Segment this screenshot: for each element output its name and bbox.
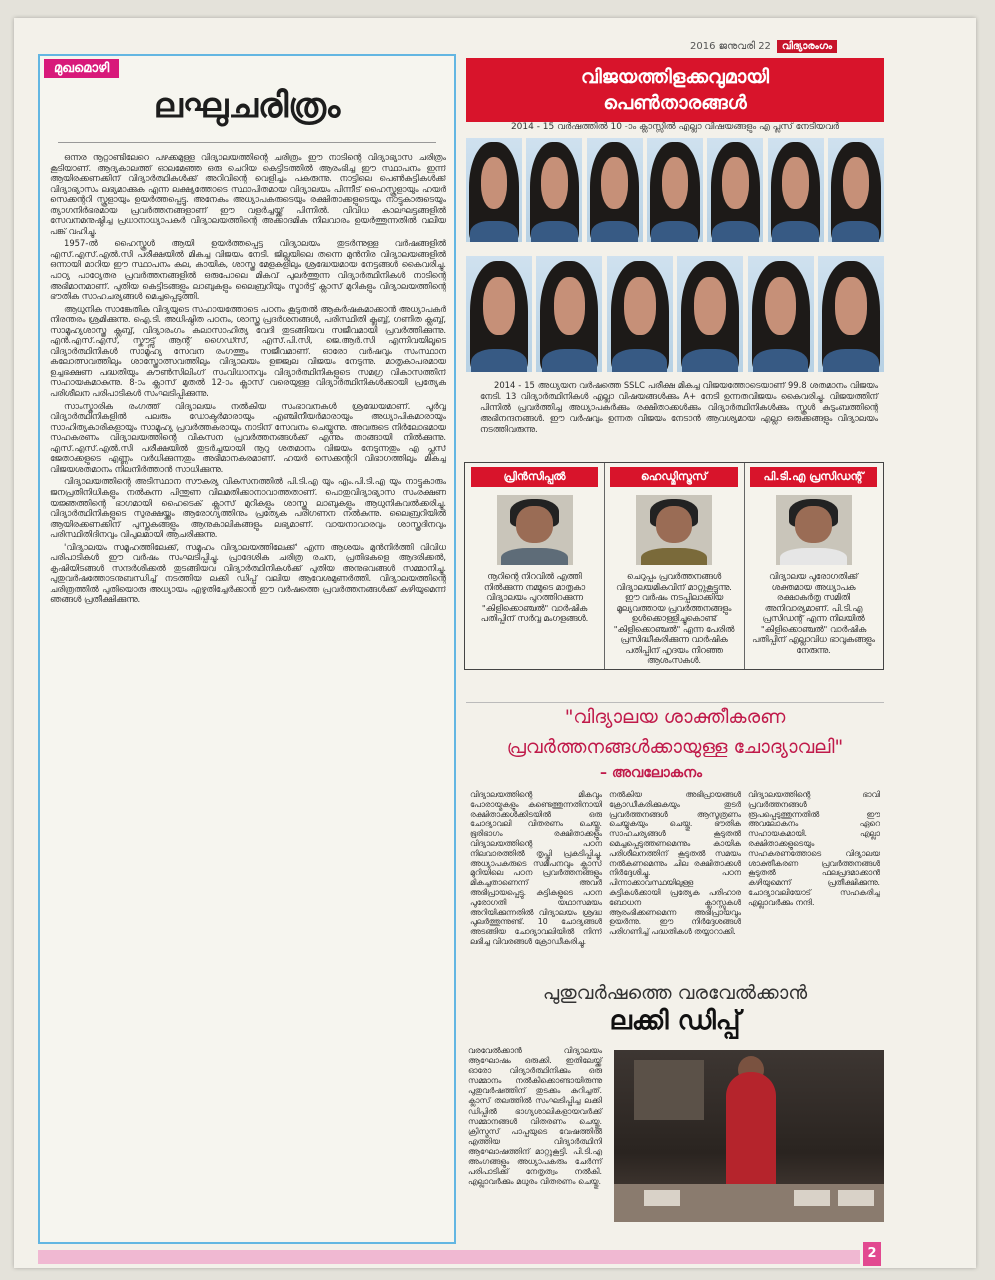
- student-photo: [818, 256, 884, 372]
- student-photo: [607, 256, 673, 372]
- achievers-banner: [466, 58, 884, 122]
- questionnaire-heading: [466, 702, 884, 762]
- student-photo: [536, 256, 602, 372]
- photo-row-1: [466, 138, 884, 242]
- banner-line-1: വിജയത്തിളക്കവുമായി: [580, 66, 770, 88]
- questionnaire-columns: [470, 790, 880, 968]
- headmistress-card: [604, 463, 745, 669]
- staff-role: പി.ടി.എ പ്രസിഡന്റ്: [750, 467, 877, 487]
- editorial-body: [50, 152, 446, 1234]
- editorial-paragraph: ആധുനിക സാങ്കേതിക വിദ്യയുടെ സഹായത്തോടെ പഠനം കൂടുതൽ ആകർഷകമാക്കാൻ അധ്യാപകർ നിരന്തരം ശ്രമിക്കുന്നു. ഐ.ടി. അധിഷ്ഠിത പഠനം, ശാസ്ത്ര പ്രദർശനങ്ങൾ, പരിസ്ഥിതി ക്ലബ്ബ്, ഗണിത ക്ലബ്ബ്, സാമൂഹ്യശാസ്ത്ര ക്ലബ്ബ്, വിദ്യാരംഗം കലാസാഹിത്യ വേദി തുടങ്ങിയവ സജീവമായി പ്രവർത്തിക്കുന്നു. എൻ.എസ്.എസ്, സ്കൗട്ട്സ് ആന്റ് ഗൈഡ്സ്, എസ്.പി.സി, ജെ.ആർ.സി എന്നിവയിലൂടെ വിദ്യാർത്ഥിനികൾ സാമൂഹ്യ സേവന രംഗത്തും സജീവമാണ്. ഓരോ വർഷവും സംസ്ഥാന കലോത്സവത്തിലും ശാസ്ത്രോത്സവത്തിലും വിദ്യാലയം ഉജ്ജ്വല വിജയം നേടുന്നു. മാതൃകാപരമായ ഉച്ചഭക്ഷണ പദ്ധതിയും കൗൺസിലിംഗ് സംവിധാനവും വിദ്യാർത്ഥിനികളുടെ സമഗ്ര വികാസത്തിന് സഹായകമാകുന്നു. 8-ാം ക്ലാസ് മുതൽ 12-ാം ക്ലാസ് വരെയുള്ള വിദ്യാർത്ഥിനികൾക്കായി പ്രത്യേക പരിശീലന പരിപാടികൾ സംഘടിപ്പിക്കുന്നു.: [50, 303, 446, 399]
- editorial-paragraph: സാംസ്കാരിക രംഗത്ത് വിദ്യാലയം നൽകിയ സംഭാവനകൾ ശ്രദ്ധേയമാണ്. പൂർവ്വ വിദ്യാർത്ഥിനികളിൽ പലരും ഡോക്ടർമാരായും എഞ്ചിനീയർമാരായും അധ്യാപികമാരായും സാഹിത്യകാരികളായും സാമൂഹ്യ പ്രവർത്തകരായും നാടിന് സേവനം ചെയ്യുന്നു. അവരുടെ നിർലോഭമായ സഹകരണം വിദ്യാലയത്തിന്റെ വികസന പ്രവർത്തനങ്ങൾക്ക് എന്നും താങ്ങായി നിൽക്കുന്നു. എസ്.എസ്.എൽ.സി പരീക്ഷയിൽ തുടർച്ചയായി നൂറു ശതമാനം വിജയം നേടുന്നതും എ പ്ലസ് ജേതാക്കളുടെ എണ്ണം വർധിക്കുന്നതും അഭിമാനകരമാണ്. ഹയർ സെക്കന്ററി വിഭാഗത്തിലും മികച്ച വിജയശതമാനം നിലനിർത്താൻ സാധിക്കുന്നു.: [50, 400, 446, 474]
- publication-name: വിദ്യാരംഗം: [777, 40, 837, 53]
- page-number: 2: [863, 1242, 881, 1266]
- editorial-paragraph: ഒന്നര നൂറ്റാണ്ടിലേറെ പഴക്കമുള്ള വിദ്യാലയത്തിന്റെ ചരിത്രം ഈ നാടിന്റെ വിദ്യാഭ്യാസ ചരിത്രം കൂടിയാണ്. ആദ്യകാലത്ത് ഓലമേഞ്ഞ ഒരു ചെറിയ കെട്ടിടത്തിൽ ആരംഭിച്ച ഈ സ്ഥാപനം ഇന്ന് ആയിരക്കണക്കിന് വിദ്യാർത്ഥികൾക്ക് അറിവിന്റെ വെളിച്ചം പകരുന്നു. നാട്ടിലെ പെൺകുട്ടികൾക്ക് വിദ്യാഭ്യാസം ലഭ്യമാക്കുക എന്ന ലക്ഷ്യത്തോടെ സ്ഥാപിതമായ വിദ്യാലയം പിന്നീട് ഹൈസ്കൂളായും ഹയർ സെക്കന്ററി സ്കൂളായും ഉയർത്തപ്പെട്ടു. അനേകം അധ്യാപകരുടെയും രക്ഷിതാക്കളുടെയും നാട്ടുകാരുടെയും ത്യാഗനിർഭരമായ പ്രവർത്തനങ്ങളാണ് ഈ വളർച്ചയ്ക്ക് പിന്നിൽ. വിവിധ കാലഘട്ടങ്ങളിൽ സേവനമനുഷ്ഠിച്ച പ്രധാനാധ്യാപകർ വിദ്യാലയത്തിന്റെ അക്കാദമിക നിലവാരം ഉയർത്തുന്നതിൽ വലിയ പങ്ക് വഹിച്ചു.: [50, 152, 446, 236]
- questionnaire-title-line-1: "വിദ്യാലയ ശാക്തീകരണ: [564, 706, 786, 728]
- headmistress-photo: [636, 495, 712, 565]
- editorial-paragraph: 1957-ൽ ഹൈസ്കൂൾ ആയി ഉയർത്തപ്പെട്ട വിദ്യാലയം തുടർന്നുള്ള വർഷങ്ങളിൽ എസ്.എസ്.എൽ.സി പരീക്ഷയിൽ മികച്ച വിജയം നേടി. ജില്ലയിലെ തന്നെ മുൻനിര വിദ്യാലയങ്ങളിൽ ഒന്നായി മാറിയ ഈ സ്ഥാപനം കല, കായിക, ശാസ്ത്ര മേളകളിലും ശ്രദ്ധേയമായ നേട്ടങ്ങൾ കൈവരിച്ചു. പാഠ്യ പാഠ്യേതര പ്രവർത്തനങ്ങളിൽ ഒരുപോലെ മികവ് പുലർത്തുന്ന വിദ്യാർത്ഥിനികൾ നാടിന്റെ അഭിമാനമാണ്. പുതിയ കെട്ടിടങ്ങളും ലാബുകളും ലൈബ്രറിയും സ്മാർട്ട് ക്ലാസ് മുറികളും വിദ്യാലയത്തിന്റെ ഭൗതിക സാഹചര്യങ്ങൾ മെച്ചപ്പെടുത്തി.: [50, 238, 446, 302]
- staff-message: ചെറുപ്പം പ്രവർത്തനങ്ങൾ വിദ്യാലയമികവിന് മാറ്റുകൂട്ടുന്നു. ഈ വർഷം നടപ്പിലാക്കിയ മൂല്യവത്തായ പ്രവർത്തനങ്ങളും ഉൾക്കൊള്ളിച്ചുകൊണ്ട് "കിളിക്കൊഞ്ചൽ" എന്ന പേരിൽ പ്രസിദ്ധീകരിക്കുന്ന വാർഷിക പതിപ്പിന് ഹൃദയം നിറഞ്ഞ ആശംസകൾ.: [613, 571, 735, 665]
- questionnaire-column: വിദ്യാലയത്തിന്റെ ഭാവി പ്രവർത്തനങ്ങൾ രൂപപ്പെടുത്തുന്നതിൽ ഈ അവലോകനം ഏറെ സഹായകമായി. എല്ലാ രക്ഷിതാക്കളുടെയും സഹകരണത്തോടെ വിദ്യാലയ ശാക്തീകരണ പ്രവർത്തനങ്ങൾ കൂടുതൽ ഫലപ്രദമാക്കാൻ കഴിയുമെന്ന് പ്രതീക്ഷിക്കുന്നു. ചോദ്യാവലിയോട് സഹകരിച്ച എല്ലാവർക്കും നന്ദി.: [748, 790, 880, 907]
- principal-card: [465, 463, 605, 669]
- staff-messages-box: [464, 462, 884, 670]
- editorial-column: [38, 54, 456, 1244]
- questionnaire-column: നൽകിയ അഭിപ്രായങ്ങൾ ക്രോഡീകരിക്കുകയും തുടർ പ്രവർത്തനങ്ങൾ ആസൂത്രണം ചെയ്യുകയും ചെയ്തു. ഭൗതിക സാഹചര്യങ്ങൾ കൂടുതൽ മെച്ചപ്പെടുത്തണമെന്നും കായിക പരിശീലനത്തിന് കൂടുതൽ സമയം നൽകണമെന്നും ചില രക്ഷിതാക്കൾ നിർദ്ദേശിച്ചു. പഠന പിന്നാക്കാവസ്ഥയിലുള്ള കുട്ടികൾക്കായി പ്രത്യേക പരിഹാര ബോധന ക്ലാസ്സുകൾ ആരംഭിക്കണമെന്ന അഭിപ്രായവും ഉയർന്നു. ഈ നിർദ്ദേശങ്ങൾ പരിഗണിച്ച് പദ്ധതികൾ തയ്യാറാക്കി.: [609, 790, 741, 937]
- principal-photo: [497, 495, 573, 565]
- editorial-paragraph: വിദ്യാലയത്തിന്റെ അടിസ്ഥാന സൗകര്യ വികസനത്തിൽ പി.ടി.എ യും എം.പി.ടി.എ യും നാട്ടുകാരും ജനപ്രതിനിധികളും നൽകുന്ന പിന്തുണ വിലമതിക്കാനാവാത്തതാണ്. പൊതുവിദ്യാഭ്യാസ സംരക്ഷണ യജ്ഞത്തിന്റെ ഭാഗമായി ഹൈടെക് ക്ലാസ് മുറികളും ശാസ്ത്ര ലാബുകളും ആധുനികവൽക്കരിച്ചു. വിദ്യാർത്ഥിനികളുടെ സുരക്ഷയ്ക്കും ആരോഗ്യത്തിനും പ്രത്യേക പരിഗണന നൽകുന്നു. ലൈബ്രറിയിൽ ആയിരക്കണക്കിന് പുസ്തകങ്ങളും ആനുകാലികങ്ങളും ലഭ്യമാണ്. വായനാവാരവും ശാസ്ത്രദിനവും പരിസ്ഥിതിദിനവും വിപുലമായി ആചരിക്കുന്നു.: [50, 476, 446, 540]
- photo-caption: 2014 - 15 വർഷത്തിൽ 10 -ാം ക്ലാസ്സിൽ എല്ലാ വിഷയങ്ങളും എ പ്ലസ് നേടിയവർ: [510, 122, 840, 132]
- section-tag: മുഖമൊഴി: [44, 59, 119, 78]
- staff-role: പ്രിൻസിപ്പൽ: [471, 467, 598, 487]
- student-photo: [748, 256, 814, 372]
- achievers-photo-grid: [466, 138, 884, 372]
- staff-message: നൂറിന്റെ നിറവിൽ എത്തി നിൽക്കുന്ന നമ്മുടെ മാതൃകാ വിദ്യാലയം പുറത്തിറക്കുന്ന "കിളിക്കൊഞ്ചൽ" വാർഷിക പതിപ്പിന് സർവ്വ മംഗളങ്ങൾ.: [480, 571, 589, 623]
- student-photo: [587, 138, 643, 242]
- title-divider: [58, 142, 436, 143]
- banner-line-2: പെൺതാരങ്ങൾ: [603, 92, 747, 114]
- student-photo: [526, 138, 582, 242]
- staff-role: ഹെഡ്മിസ്ട്രസ്: [610, 467, 738, 487]
- photo-row-2: [466, 256, 884, 372]
- footer-bar: [38, 1250, 860, 1264]
- student-photo: [466, 256, 532, 372]
- lucky-dip-title: ലക്കി ഡിപ്പ്: [609, 1006, 741, 1036]
- student-photo: [707, 138, 763, 242]
- questionnaire-subtitle: – അവലോകനം: [600, 765, 702, 781]
- student-photo: [647, 138, 703, 242]
- masthead: [690, 40, 837, 53]
- results-intro: 2014 - 15 അധ്യയന വർഷത്തെ SSLC പരീക്ഷ മികച്ച വിജയത്തോടെയാണ് 99.8 ശതമാനം വിജയം നേടി. 13 വിദ്യാർത്ഥിനികൾ എല്ലാ വിഷയങ്ങൾക്കും A+ നേടി ഉന്നതവിജയം കൈവരിച്ചു. വിജയത്തിന് പിന്നിൽ പ്രവർത്തിച്ച അധ്യാപകർക്കും രക്ഷിതാക്കൾക്കും വിദ്യാർത്ഥിനികൾക്കും സ്കൂൾ കുടുംബത്തിന്റെ അഭിനന്ദനങ്ങൾ. ഈ വർഷവും ഉന്നത വിജയം നേടാൻ ആവശ്യമായ എല്ലാ ഒരുക്കങ്ങളും വിദ്യാലയം നടത്തിവരുന്നു.: [480, 380, 878, 434]
- pta-president-card: [744, 463, 883, 669]
- issue-date: 2016 ജനുവരി 22: [690, 41, 771, 52]
- editorial-paragraph: 'വിദ്യാലയം സമൂഹത്തിലേക്ക്, സമൂഹം വിദ്യാലയത്തിലേക്ക്' എന്ന ആശയം മുൻനിർത്തി വിവിധ പരിപാടികൾ ഈ വർഷം സംഘടിപ്പിച്ചു. പ്രാദേശിക ചരിത്ര രചന, പ്രതിഭകളെ ആദരിക്കൽ, കൃഷിയിടങ്ങൾ സന്ദർശിക്കൽ തുടങ്ങിയവ വിദ്യാർത്ഥിനികൾക്ക് പുതിയ അനുഭവങ്ങൾ സമ്മാനിച്ചു. പുതുവർഷത്തോടനുബന്ധിച്ച് നടത്തിയ ലക്കി ഡിപ്പ് വലിയ ആവേശമുണർത്തി. വിദ്യാലയത്തിന്റെ ചരിത്രത്തിൽ പുതിയൊരു അധ്യായം എഴുതിച്ചേർക്കാൻ ഈ വർഷത്തെ പ്രവർത്തനങ്ങൾക്ക് കഴിയുമെന്ന് ഞങ്ങൾ പ്രതീക്ഷിക്കുന്നു.: [50, 541, 446, 605]
- staff-message: വിദ്യാലയ പുരോഗതിക്ക് ശക്തമായ അധ്യാപക രക്ഷാകർതൃ സമിതി അനിവാര്യമാണ്. പി.ടി.എ പ്രസിഡന്റ് എന്ന നിലയിൽ "കിളിക്കൊഞ്ചൽ" വാർഷിക പതിപ്പിന് എല്ലാവിധ ഭാവുകങ്ങളും നേരുന്നു.: [752, 571, 875, 655]
- student-photo: [768, 138, 824, 242]
- student-photo: [677, 256, 743, 372]
- lucky-dip-body: വരവേൽക്കാൻ വിദ്യാലയം ആഘോഷം ഒരുക്കി. ഇതിലേയ്ക്ക് ഓരോ വിദ്യാർത്ഥിനിക്കും ഒരു സമ്മാനം നൽകിക്കൊണ്ടായിരുന്നു പുതുവർഷത്തിന് തുടക്കം കുറിച്ചത്. ക്ലാസ് തലത്തിൽ സംഘടിപ്പിച്ച ലക്കി ഡിപ്പിൽ ഭാഗ്യശാലികളായവർക്ക് സമ്മാനങ്ങൾ വിതരണം ചെയ്തു. ക്രിസ്മസ് പാപ്പയുടെ വേഷത്തിൽ എത്തിയ വിദ്യാർത്ഥിനി ആഘോഷത്തിന് മാറ്റുകൂട്ടി. പി.ടി.എ അംഗങ്ങളും അധ്യാപകരും ചേർന്ന് പരിപാടിക്ക് നേതൃത്വം നൽകി. എല്ലാവർക്കും മധുരം വിതരണം ചെയ്തു.: [468, 1046, 602, 1187]
- lucky-dip-photo: [614, 1050, 884, 1222]
- questionnaire-column: വിദ്യാലയത്തിന്റെ മികവും പോരായ്മകളും കണ്ടെത്തുന്നതിനായി രക്ഷിതാക്കൾക്കിടയിൽ ഒരു ചോദ്യാവലി വിതരണം ചെയ്തു. ഭൂരിഭാഗം രക്ഷിതാക്കളും വിദ്യാലയത്തിന്റെ പഠന നിലവാരത്തിൽ തൃപ്തി പ്രകടിപ്പിച്ചു. അധ്യാപകരുടെ സമീപനവും ക്ലാസ് മുറിയിലെ പഠന പ്രവർത്തനങ്ങളും മികച്ചതാണെന്ന് അവർ അഭിപ്രായപ്പെട്ടു. കുട്ടികളുടെ പഠന പുരോഗതി യഥാസമയം അറിയിക്കുന്നതിൽ വിദ്യാലയം ശ്രദ്ധ പുലർത്തുന്നുണ്ട്. 10 ചോദ്യങ്ങൾ അടങ്ങിയ ചോദ്യാവലിയിൽ നിന്ന് ലഭിച്ച വിവരങ്ങൾ ക്രോഡീകരിച്ചു.: [470, 790, 602, 946]
- editorial-title: ലഘുചരിത്രം: [153, 86, 341, 126]
- lucky-dip-heading: പുതുവർഷത്തെ വരവേൽക്കാൻ: [542, 982, 808, 1004]
- questionnaire-title-line-2: പ്രവർത്തനങ്ങൾക്കായുള്ള ചോദ്യാവലി": [506, 736, 844, 758]
- student-photo: [466, 138, 522, 242]
- pta-president-photo: [776, 495, 852, 565]
- student-photo: [828, 138, 884, 242]
